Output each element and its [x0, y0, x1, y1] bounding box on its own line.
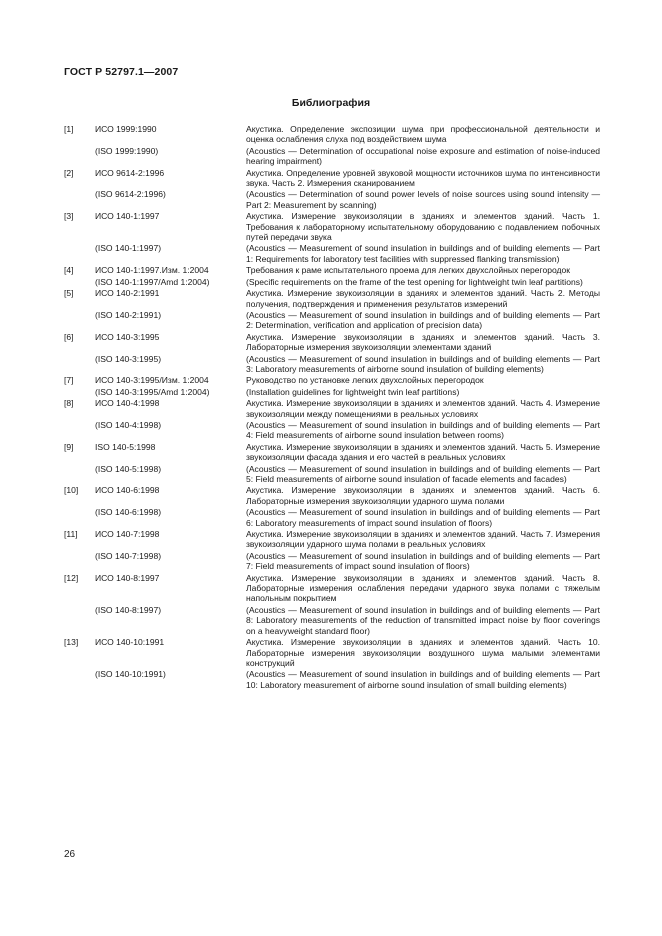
entry-english-line [64, 669, 600, 690]
standard-reference: (ISO 140-1:1997) [95, 243, 162, 254]
standard-title: Акустика. Измерение звукоизоляции в зданиях и элементов зданий. Часть 10. Лабораторные измерения звукоизоляции воздушного шума малыми элементами конструкций [246, 637, 600, 668]
standard-reference: (ISO 9614-2:1996) [95, 189, 166, 200]
bibliography-entry [64, 124, 600, 167]
standard-reference: ИСО 140-4:1998 [95, 398, 160, 409]
standard-reference: (ISO 140-1:1997/Amd 1:2004) [95, 276, 210, 287]
entry-number: [5] [64, 288, 74, 299]
entry-number [64, 669, 95, 690]
standard-title: (Acoustics — Measurement of sound insulation in buildings and of building elements — Part 10: Laboratory measurement of airborne sound insulation of small building elements) [246, 669, 600, 690]
entry-russian-line [64, 485, 600, 506]
entry-number [64, 551, 95, 572]
standard-reference: (ISO 140-7:1998) [95, 550, 162, 561]
entry-english-line [64, 605, 600, 636]
entry-number [64, 605, 95, 636]
entry-english-line [64, 310, 600, 331]
entry-number [64, 277, 95, 287]
entry-number: [6] [64, 331, 74, 342]
entry-number: [4] [64, 265, 74, 276]
standard-title: Акустика. Измерение звукоизоляции в зданиях и элементов зданий. Часть 1. Требования к лабораторному испытательному оборудованию с подавлением побочных путей передачи звука [246, 211, 600, 243]
entry-russian-line [64, 573, 600, 604]
entry-number [64, 310, 95, 331]
bibliography-list [64, 124, 600, 691]
standard-reference: (ISO 1999:1990) [95, 145, 159, 156]
entry-russian-line [64, 442, 600, 463]
bibliography-entry [64, 332, 600, 375]
entry-english-line [64, 243, 600, 264]
standard-title: Акустика. Измерение звукоизоляции в зданиях и элементов зданий. Часть 5. Измерение звукоизоляции фасада здания и его частей в реальных условиях [246, 441, 600, 463]
standard-title: (Acoustics — Measurement of sound insulation in buildings and of building elements — Part 2: Determination, verification and application of precision data) [246, 309, 600, 331]
standard-reference: ИСО 140-10:1991 [95, 637, 165, 648]
standard-reference: ИСО 140-3:1995/Изм. 1:2004 [95, 375, 209, 386]
bibliography-entry [64, 485, 600, 528]
entry-english-line [64, 464, 600, 485]
standard-reference: ИСО 140-1:1997 [95, 211, 160, 222]
entry-number [64, 420, 95, 441]
entry-number: [9] [64, 441, 74, 452]
entry-number: [12] [64, 572, 79, 583]
bibliography-entry [64, 637, 600, 690]
standard-title: (Acoustics — Measurement of sound insulation in buildings and of building elements — Part 7: Field measurements of impact sound insulation of floors) [246, 550, 600, 572]
standard-title: Акустика. Определение экспозиции шума при профессиональной деятельности и оценка ослабления слуха под воздействием шума [246, 124, 600, 145]
entry-russian-line [64, 124, 600, 145]
entry-number [64, 507, 95, 528]
standard-title: (Acoustics — Determination of sound power levels of noise sources using sound intensity — Part 2: Measurement by scanning) [246, 189, 600, 210]
standard-title: (Acoustics — Measurement of sound insulation in buildings and of building elements — Part 5: Field measurements of airborne sound insulation of facade elements and facades) [246, 463, 600, 484]
standard-title: (Acoustics — Measurement of sound insulation in buildings and of building elements — Part 8: Laboratory measurements of the reduction of transmitted impact noise by floor coverings on a heavyweight standard floor) [246, 604, 600, 636]
entry-russian-line [64, 288, 600, 309]
entry-number: [3] [64, 211, 74, 222]
entry-english-line [64, 420, 600, 441]
standard-title: (Acoustics — Measurement of sound insulation in buildings and of building elements — Part 4: Field measurements of airborne sound insulation between rooms) [246, 419, 600, 441]
entry-number [64, 243, 95, 264]
standard-title: (Acoustics — Measurement of sound insulation in buildings and of building elements — Part 3: Laboratory measurements of airborne sound insulation of building elements) [246, 353, 600, 374]
entry-number: [13] [64, 637, 79, 648]
entry-russian-line [64, 168, 600, 189]
entry-number [64, 464, 95, 485]
entry-english-line [64, 551, 600, 572]
document-header: ГОСТ Р 52797.1—2007 [64, 66, 179, 78]
bibliography-entry [64, 398, 600, 441]
standard-title: Акустика. Измерение звукоизоляции в зданиях и элементов зданий. Часть 7. Измерения звукоизоляции ударного шума полами в реальных условиях [246, 529, 600, 550]
standard-reference: (ISO 140-5:1998) [95, 463, 162, 474]
standard-reference: ИСО 140-6:1998 [95, 485, 160, 496]
entry-number: [7] [64, 375, 74, 386]
standard-reference: ИСО 140-1:1997.Изм. 1:2004 [95, 265, 209, 276]
standard-reference: (ISO 140-10:1991) [95, 669, 166, 680]
standard-title: (Installation guidelines for lightweight twin leaf partitions) [246, 386, 460, 397]
bibliography-entry [64, 168, 600, 211]
bibliography-entry [64, 442, 600, 485]
standard-title: Акустика. Определение уровней звуковой мощности источников шума по интенсивности звука. Часть 2. Измерения сканированием [246, 167, 600, 189]
standard-reference: ISO 140-5:1998 [95, 441, 156, 452]
standard-reference: ИСО 140-7:1998 [95, 529, 160, 540]
standard-reference: (ISO 140-6:1998) [95, 507, 162, 518]
bibliography-entry [64, 529, 600, 572]
standard-title: (Specific requirements on the frame of the test opening for lightweight twin leaf partitions) [246, 276, 583, 287]
entry-number [64, 189, 95, 210]
standard-title: Требования к раме испытательного проема для легких двухслойных перегородок [246, 265, 571, 276]
page-number: 26 [64, 849, 76, 860]
section-title: Библиография [291, 97, 371, 109]
entry-russian-line [64, 375, 600, 385]
entry-russian-line [64, 265, 600, 275]
entry-russian-line [64, 211, 600, 242]
standard-reference: (ISO 140-3:1995) [95, 353, 162, 364]
standard-title: (Acoustics — Determination of occupational noise exposure and estimation of noise-induced hearing impairment) [246, 145, 600, 167]
standard-reference: ИСО 9614-2:1996 [95, 167, 165, 178]
standard-title: (Acoustics — Measurement of sound insulation in buildings and of building elements — Part 1: Requirements for laboratory test facilities with suppressed flanking transmission) [246, 243, 600, 264]
entry-number [64, 354, 95, 375]
entry-english-line [64, 387, 600, 397]
standard-title: Акустика. Измерение звукоизоляции в зданиях и элементов зданий. Часть 3. Лабораторные измерения звукоизоляции элементами зданий [246, 331, 600, 353]
standard-reference: ИСО 140-8:1997 [95, 572, 160, 583]
entry-number: [11] [64, 529, 78, 540]
entry-english-line [64, 354, 600, 375]
entry-number: [2] [64, 167, 74, 178]
entry-number: [8] [64, 398, 74, 409]
entry-english-line [64, 146, 600, 167]
standard-reference: ИСО 140-3:1995 [95, 331, 160, 342]
entry-english-line [64, 277, 600, 287]
standard-title: (Acoustics — Measurement of sound insulation in buildings and of building elements — Part 6: Laboratory measurements of impact sound insulation of floors) [246, 507, 600, 528]
entry-number [64, 146, 95, 167]
standard-reference: (ISO 140-2:1991) [95, 309, 162, 320]
standard-title: Акустика. Измерение звукоизоляции в зданиях и элементов зданий. Часть 2. Методы получения, подтверждения и применения результатов измерений [246, 288, 600, 309]
standard-reference: ИСО 140-2:1991 [95, 288, 160, 299]
standard-title: Акустика. Измерение звукоизоляции в зданиях и элементов зданий. Часть 8. Лабораторные измерения ослабления передачи ударного звука полами с тяжелым напольным покрытием [246, 572, 600, 604]
bibliography-entry [64, 288, 600, 331]
standard-title: Акустика. Измерение звукоизоляции в зданиях и элементов зданий. Часть 6. Лабораторные измерения звукоизоляции ударного шума полами [246, 485, 600, 506]
entry-english-line [64, 189, 600, 210]
entry-number: [1] [64, 124, 74, 134]
bibliography-entry [64, 265, 600, 287]
entry-russian-line [64, 529, 600, 550]
entry-english-line [64, 507, 600, 528]
bibliography-entry [64, 573, 600, 636]
entry-number: [10] [64, 485, 79, 496]
entry-russian-line [64, 637, 600, 668]
bibliography-entry [64, 375, 600, 397]
standard-reference: (ISO 140-8:1997) [95, 604, 162, 615]
standard-reference: ИСО 1999:1990 [95, 124, 157, 134]
standard-title: Акустика. Измерение звукоизоляции в зданиях и элементов зданий. Часть 4. Измерение звукоизоляции между помещениями в реальных условиях [246, 398, 600, 419]
entry-russian-line [64, 332, 600, 353]
bibliography-entry [64, 211, 600, 264]
standard-title: Руководство по установке легких двухслойных перегородок [246, 375, 484, 386]
standard-reference: (ISO 140-4:1998) [95, 419, 162, 430]
standard-reference: (ISO 140-3:1995/Amd 1:2004) [95, 386, 210, 397]
entry-russian-line [64, 398, 600, 419]
entry-number [64, 387, 95, 397]
